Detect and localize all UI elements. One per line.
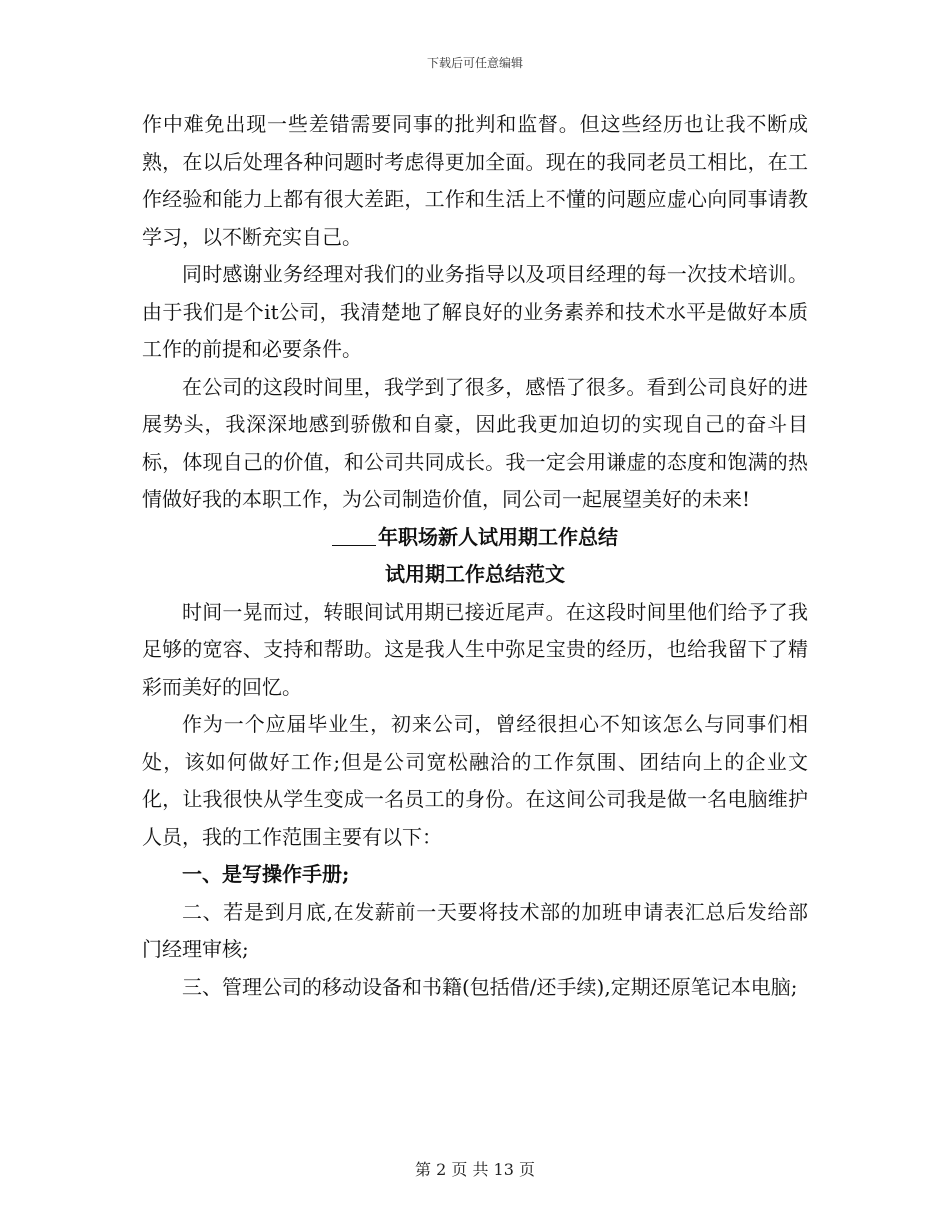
paragraph-1: 作中难免出现一些差错需要同事的批判和监督。但这些经历也让我不断成熟，在以后处理各种问题时考虑得更加全面。现在的我同老员工相比，在工作经验和能力上都有很大差距，工作和生活上不懂的问题应虚心向同事请教学习，以不断充实自己。 bbox=[142, 112, 808, 249]
document-subtitle: 试用期工作总结范文 bbox=[385, 562, 565, 586]
list-item-3: 三、管理公司的移动设备和书籍(包括借/还手续),定期还原笔记本电脑; bbox=[182, 974, 798, 999]
list-item-2: 二、若是到月底,在发薪前一天要将技术部的加班申请表汇总后发给部门经理审核; bbox=[142, 899, 808, 961]
header-note: 下载后可任意编辑 bbox=[426, 56, 523, 70]
list-item-1: 一、是写操作手册; bbox=[182, 862, 350, 886]
paragraph-2: 同时感谢业务经理对我们的业务指导以及项目经理的每一次技术培训。由于我们是个it公司，我清楚地了解良好的业务素养和技术水平是做好本质工作的前提和必要条件。 bbox=[142, 262, 808, 361]
year-blank bbox=[332, 525, 376, 546]
document-title bbox=[142, 519, 808, 557]
paragraph-5: 作为一个应届毕业生，初来公司，曾经很担心不知该怎么与同事们相处，该如何做好工作;但是公司宽松融洽的工作氛围、团结向上的企业文化，让我很快从学生变成一名员工的身份。在这间公司我是做一名电脑维护人员，我的工作范围主要有以下： bbox=[142, 712, 808, 849]
paragraph-4: 时间一晃而过，转眼间试用期已接近尾声。在这段时间里他们给予了我足够的宽容、支持和帮助。这是我人生中弥足宝贵的经历，也给我留下了精彩而美好的回忆。 bbox=[142, 599, 808, 699]
page-number: 第 2 页 共 13 页 bbox=[415, 1160, 535, 1179]
document-title-text: 年职场新人试用期工作总结 bbox=[378, 524, 618, 549]
document-body bbox=[142, 106, 808, 1006]
paragraph-3: 在公司的这段时间里，我学到了很多，感悟了很多。看到公司良好的进展势头，我深深地感到骄傲和自豪，因此我更加迫切的实现自己的奋斗目标，体现自己的价值，和公司共同成长。我一定会用谦虚的态度和饱满的热情做好我的本职工作，为公司制造价值，同公司一起展望美好的未来! bbox=[142, 374, 808, 511]
